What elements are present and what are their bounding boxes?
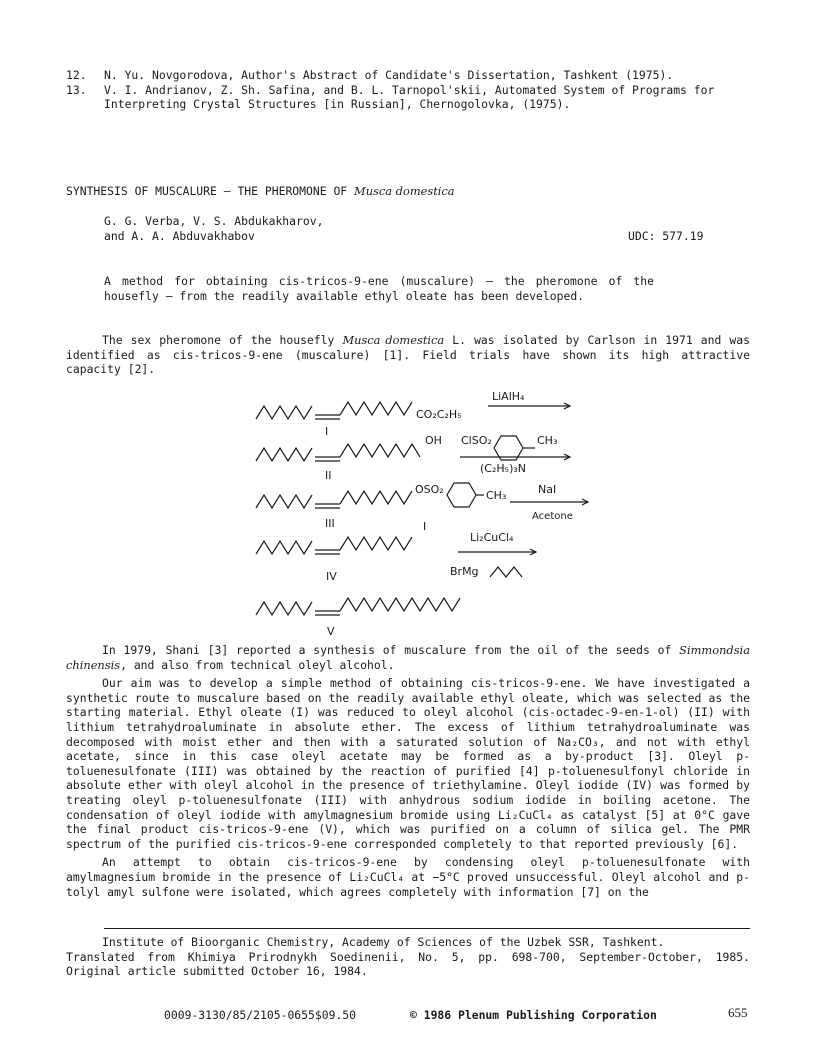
intro-text-cont: L. was isolated by Carlson in 1971 and was identified as cis-tricos-9-ene (muscalure) [1]. Field trials have shown its high attractive capacity [2].: [66, 333, 750, 377]
body-text: [66, 643, 750, 899]
benzene-ring-III: [447, 483, 476, 507]
reference-text: V. I. Andrianov, Z. Sh. Safina, and B. L. Tarnopol'skii, Automated System of Programs for Interpreting Crystal Structures [in Russian], Chernogolovka, (1975).: [104, 82, 715, 112]
page-number: 655: [728, 1005, 748, 1020]
chain-left-V: [256, 602, 312, 615]
reference-item: [66, 83, 746, 112]
intro-species: Musca domestica: [342, 333, 445, 347]
body-paragraph: [66, 643, 750, 672]
reagent-triethylamine: (C₂H₅)₃N: [480, 462, 526, 475]
authors-line: and A. A. Abduvakhabov: [104, 228, 255, 243]
group-ch3: CH₃: [486, 489, 507, 502]
chain-left-I: [256, 406, 312, 419]
intro-text: The sex pheromone of the housefly: [102, 333, 343, 347]
body-paragraph-text-cont: , and also from technical oleyl alcohol.: [120, 657, 395, 672]
chain-left-IV: [256, 541, 312, 554]
compound-label-V: V: [327, 625, 335, 638]
authors: [104, 214, 524, 243]
references: [66, 68, 746, 112]
reagent-li2cucl4: Li₂CuCl₄: [470, 531, 514, 544]
footnote-translation: Translated from Khimiya Prirodnykh Soedinenii, No. 5, pp. 698-700, September-October, 1985. Original article submitted October 16, 1984.: [66, 949, 750, 979]
intro-paragraph: [66, 333, 750, 377]
authors-line: G. G. Verba, V. S. Abdukakharov,: [104, 214, 324, 228]
chain-right-III: [340, 491, 412, 504]
reagent-nai: NaI: [538, 483, 557, 496]
article-title: [66, 184, 766, 199]
body-species: Simmondsia chinensis: [66, 643, 750, 672]
copyright: © 1986 Plenum Publishing Corporation: [410, 1008, 657, 1022]
compound-label-I-small: I: [423, 520, 427, 533]
bottom-line: [164, 1005, 764, 1024]
body-paragraph-text: In 1979, Shani [3] reported a synthesis of muscalure from the oil of the seeds of: [102, 643, 680, 657]
footnote: [66, 935, 750, 979]
chain-right-II: [340, 444, 420, 457]
title-species: Musca domestica: [354, 184, 455, 198]
udc-code: UDC: 577.19: [628, 229, 704, 243]
footnote-rule: [104, 928, 750, 929]
chain-right-V: [340, 598, 460, 611]
body-paragraph: Our aim was to develop a simple method of obtaining cis-tricos-9-ene. We have investigated a synthetic route to muscalure based on the readily available ethyl oleate, which was selected as the starting material. Ethyl oleate (I) was reduced to oleyl alcohol (cis-octadec-9-en-1-ol) (II) with lithium tetrahydroaluminate in absolute ether. The excess of lithium tetrahydroaluminate was decomposed with moist ether and then with a saturated solution of Na₂CO₃, and not with ethyl acetate, since in this case oleyl acetate may be formed as a by-product [3]. Oleyl p-toluenesulfonate (III) was obtained by the reaction of purified [4] p-toluenesulfonyl chloride in absolute ether with oleyl alcohol in the presence of triethylamine. Oleyl iodide (IV) was formed by treating oleyl p-toluenesulfonate (III) with anhydrous sodium iodide in boiling acetone. The condensation of oleyl iodide with amylmagnesium bromide using Li₂CuCl₄ as catalyst [5] at 0°C gave the final product cis-tricos-9-ene (V), which was purified on a column of silica gel. The PMR spectrum of the purified cis-tricos-9-ene corresponded completely to that reported previously [6].: [66, 676, 750, 851]
reagent-ch3: CH₃: [537, 434, 558, 447]
footnote-affiliation: Institute of Bioorganic Chemistry, Academy of Sciences of the Uzbek SSR, Tashkent.: [102, 935, 665, 949]
compound-label-III: III: [325, 517, 335, 530]
journal-code: 0009-3130/85/2105-0655$09.50: [164, 1008, 357, 1022]
chain-left-III: [256, 495, 312, 508]
body-paragraph: An attempt to obtain cis-tricos-9-ene by condensing oleyl p-toluenesulfonate with amylmagnesium bromide in the presence of Li₂CuCl₄ at −5°C proved unsuccessful. Oleyl alcohol and p-tolyl amyl sulfone were isolated, which agrees completely with information [7] on the: [66, 855, 750, 899]
group-co2c2h5: CO₂C₂H₅: [416, 408, 462, 421]
compound-label-II: II: [325, 469, 332, 482]
chain-right-IV: [340, 537, 412, 550]
reference-number: 13.: [66, 82, 87, 97]
group-oh: OH: [425, 434, 442, 447]
reaction-scheme: [240, 382, 620, 642]
benzene-ring-II: [494, 436, 523, 460]
compound-label-IV: IV: [326, 570, 337, 583]
compound-label-I: I: [325, 425, 329, 438]
reagent-acetone: Acetone: [532, 511, 573, 522]
title-text: SYNTHESIS OF MUSCALURE — THE PHEROMONE OF: [66, 184, 355, 198]
chain-left-II: [256, 448, 312, 461]
reference-item: [66, 68, 746, 83]
reagent-brmg: BrMg: [450, 565, 479, 578]
amyl-chain: [490, 567, 522, 577]
reagent-lialh4: LiAlH₄: [492, 390, 525, 403]
chain-right-I: [340, 402, 412, 415]
reagent-clso2: ClSO₂: [461, 434, 492, 447]
reference-text: N. Yu. Novgorodova, Author's Abstract of Candidate's Dissertation, Tashkent (1975).: [104, 68, 674, 82]
group-oso2: OSO₂: [415, 483, 444, 496]
abstract: A method for obtaining cis-tricos-9-ene (muscalure) — the pheromone of the housefly — from the readily available ethyl oleate has been developed.: [104, 274, 654, 303]
reference-number: 12.: [66, 68, 87, 82]
